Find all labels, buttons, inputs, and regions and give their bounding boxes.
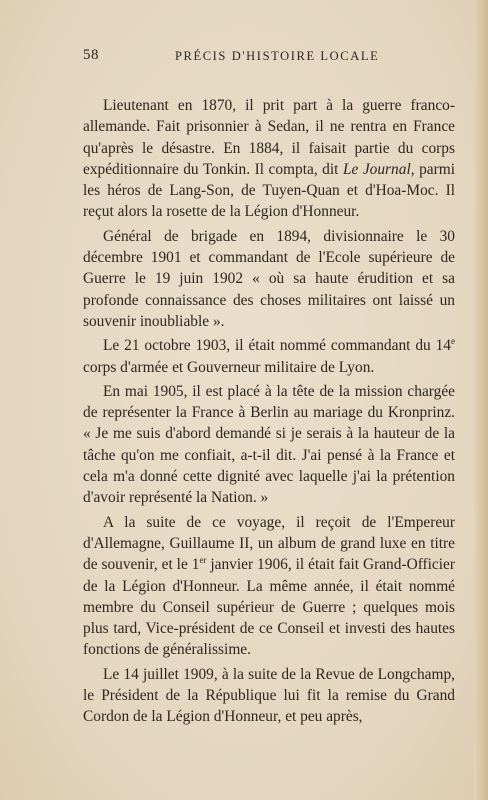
- page-edge-shadow: [474, 0, 488, 800]
- running-title: PRÉCIS D'HISTOIRE LOCALE: [175, 49, 380, 63]
- paragraph-5-text-a: A la suite de ce voyage, il reçoit de l'Empereur d'Allemagne, Guillaume II, un album de grand luxe en titre de souvenir, et le 1: [83, 513, 455, 574]
- paragraph-6: Le 14 juillet 1909, à la suite de la Revue de Longchamp, le Président de la République lui fit la remise du Grand Cordon de la Légion d'Honneur, et peu après,: [83, 665, 455, 726]
- running-header: [83, 47, 455, 69]
- paragraph-5-text-b: janvier 1906, il était fait Grand-Officier de la Légion d'Honneur. La même année, il était nommé membre du Conseil supérieur de Guerre ; quelques mois plus tard, Vice-président de ce Conseil et investi des hautes fonctions de généralissime.: [83, 556, 455, 659]
- ordinal-superscript: e: [451, 336, 455, 347]
- paragraph-5: [83, 512, 455, 661]
- newspaper-title-italic: Le Journal: [342, 160, 411, 178]
- paragraph-3-text-b: corps d'armée et Gouverneur militaire de Lyon.: [83, 358, 375, 376]
- paragraph-4: En mai 1905, il est placé à la tête de la mission chargée de représenter la France à Berlin au mariage du Kronprinz. « Je me suis d'abord demandé si je serais à la hauteur de la tâche qu'on me confiait, a-t-il dit. J'ai pensé à la France et cela m'a donné cette dignité avec laquelle j'ai la prétention d'avoir représenté la Nation. »: [83, 382, 455, 507]
- paragraph-1-text-a: Lieutenant en 1870, il prit part à la guerre franco-allemande. Fait prisonnier à Sedan, il ne rentra en France qu'après le désastre. En 1884, il faisait partie du corps expéditionnaire du Tonkin. Il compta, dit: [83, 97, 455, 178]
- page-number: 58: [83, 47, 99, 63]
- paragraph-2: Général de brigade en 1894, divisionnaire le 30 décembre 1901 et commandant de l'Ecole supérieure de Guerre le 19 juin 1902 « où sa haute érudition et sa profonde connaissance des choses militaires ont laissé un souvenir inoubliable ».: [83, 227, 455, 330]
- ordinal-superscript: er: [199, 555, 207, 566]
- paragraph-1: [83, 95, 455, 223]
- body-text: [83, 95, 455, 728]
- paragraph-3-text-a: Le 21 octobre 1903, il était nommé commandant du 14: [103, 337, 451, 355]
- paragraph-1-text-b: , parmi les héros de Lang-Son, de Tuyen-Quan et d'Hoa-Moc. Il reçut alors la rosette de la Légion d'Honneur.: [83, 160, 455, 221]
- paragraph-3: [83, 335, 455, 378]
